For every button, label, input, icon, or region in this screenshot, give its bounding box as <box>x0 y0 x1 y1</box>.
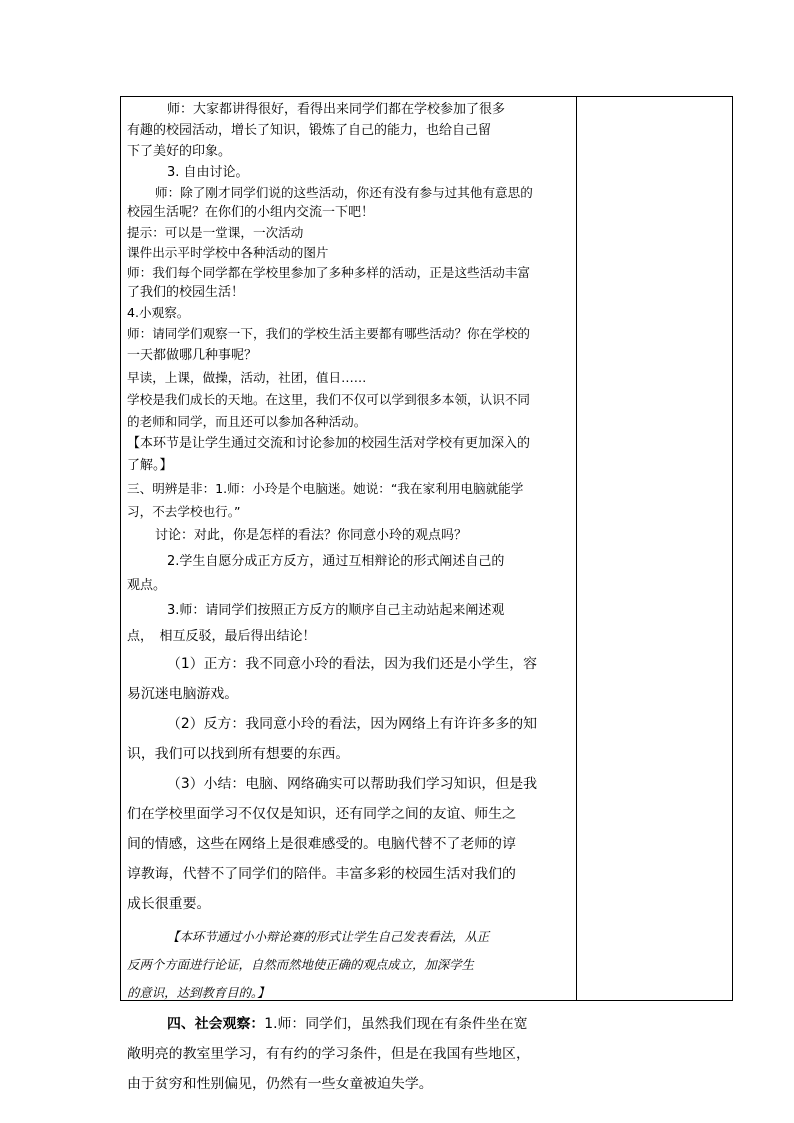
text-line: （3）小结：电脑、网络确实可以帮助我们学习知识，但是我 <box>167 776 537 792</box>
note-line: 的意识，达到教育目的。】 <box>127 985 270 1000</box>
text-line: 们在学校里面学习不仅仅是知识，还有同学之间的友谊、师生之 <box>127 806 516 822</box>
text-line: 下了美好的印象。 <box>127 144 232 159</box>
column-divider <box>576 97 577 1000</box>
text-line: 了我们的校园生活！ <box>127 285 245 300</box>
text-line: 由于贫穷和性别偏见，仍然有一些女童被迫失学。 <box>127 1076 433 1092</box>
text-line: 识，我们可以找到所有想要的东西。 <box>127 746 350 762</box>
text-line: 2.学生自愿分成正方反方，通过互相辩论的形式阐述自己的 <box>167 554 505 569</box>
text-line: 师：除了刚才同学们说的这些活动，你还有没有参与过其他有意思的 <box>155 185 533 200</box>
lesson-content-cell <box>127 99 572 1099</box>
note-line: 【本环节通过小小辩论赛的形式让学生自己发表看法，从正 <box>167 929 490 944</box>
text-line: （2）反方：我同意小玲的看法，因为网络上有许许多多的知 <box>167 716 537 732</box>
text-line: 间的情感，这些在网络上是很难感受的。电脑代替不了老师的谆 <box>127 836 516 852</box>
section-heading: 4.小观察。 <box>127 305 190 320</box>
section-heading: 三、明辨是非：1.师：小玲是个电脑迷。她说：“我在家利用电脑就能学 <box>127 481 524 496</box>
text-line: 点， 相互反驳，最后得出结论！ <box>127 629 316 644</box>
section-heading: 四、社会观察： <box>167 1016 265 1032</box>
text-line: 师：请同学们观察一下，我们的学校生活主要都有哪些活动？你在学校的 <box>127 326 530 341</box>
text-line: 一天都做哪几种事呢？ <box>127 348 258 363</box>
notes-cell <box>578 97 732 1000</box>
text-line: 有趣的校园活动，增长了知识，锻炼了自己的能力，也给自己留 <box>127 123 492 138</box>
text-line: 学校是我们成长的天地。在这里，我们不仅可以学到很多本领，认识不同 <box>127 392 530 407</box>
lesson-table <box>120 96 733 1092</box>
section-heading: 3. 自由讨论。 <box>167 165 249 180</box>
text-line <box>127 1009 572 1039</box>
text-line: 课件出示平时学校中各种活动的图片 <box>127 245 329 260</box>
text-line: 成长很重要。 <box>127 896 211 912</box>
text-line: 1.师：同学们，虽然我们现在有条件坐在宽 <box>264 1016 528 1032</box>
text-line: 谆教诲，代替不了同学们的陪伴。丰富多彩的校园生活对我们的 <box>127 866 516 882</box>
text-line: （1）正方：我不同意小玲的看法，因为我们还是小学生，容 <box>167 656 537 672</box>
text-line: 讨论：对此，你是怎样的看法？你同意小玲的观点吗？ <box>155 528 468 543</box>
text-line: 易沉迷电脑游戏。 <box>127 686 239 702</box>
text-line: 师：大家都讲得很好，看得出来同学们都在学校参加了很多 <box>167 102 506 117</box>
text-line: 校园生活呢？在你们的小组内交流一下吧！ <box>127 205 375 220</box>
note-line: 了解。】 <box>127 458 173 473</box>
text-line: 提示：可以是一堂课，一次活动 <box>127 225 304 240</box>
note-line: 【本环节是让学生通过交流和讨论参加的校园生活对学校有更加深入的 <box>127 436 531 451</box>
text-line: 3.师：请同学们按照正方反方的顺序自己主动站起来阐述观 <box>167 603 505 618</box>
text-line: 师：我们每个同学都在学校里参加了多种多样的活动，正是这些活动丰富 <box>127 265 530 280</box>
text-line: 敞明亮的教室里学习，有有约的学习条件，但是在我国有些地区， <box>127 1046 530 1062</box>
text-line: 观点。 <box>127 578 167 593</box>
text-line: 早读，上课，做操，活动，社团，值日…… <box>127 370 367 385</box>
text-line: 习，不去学校也行。” <box>127 504 241 519</box>
note-line: 反两个方面进行论证，自然而然地使正确的观点成立，加深学生 <box>127 957 474 972</box>
text-line: 的老师和同学，而且还可以参加各种活动。 <box>127 414 367 429</box>
